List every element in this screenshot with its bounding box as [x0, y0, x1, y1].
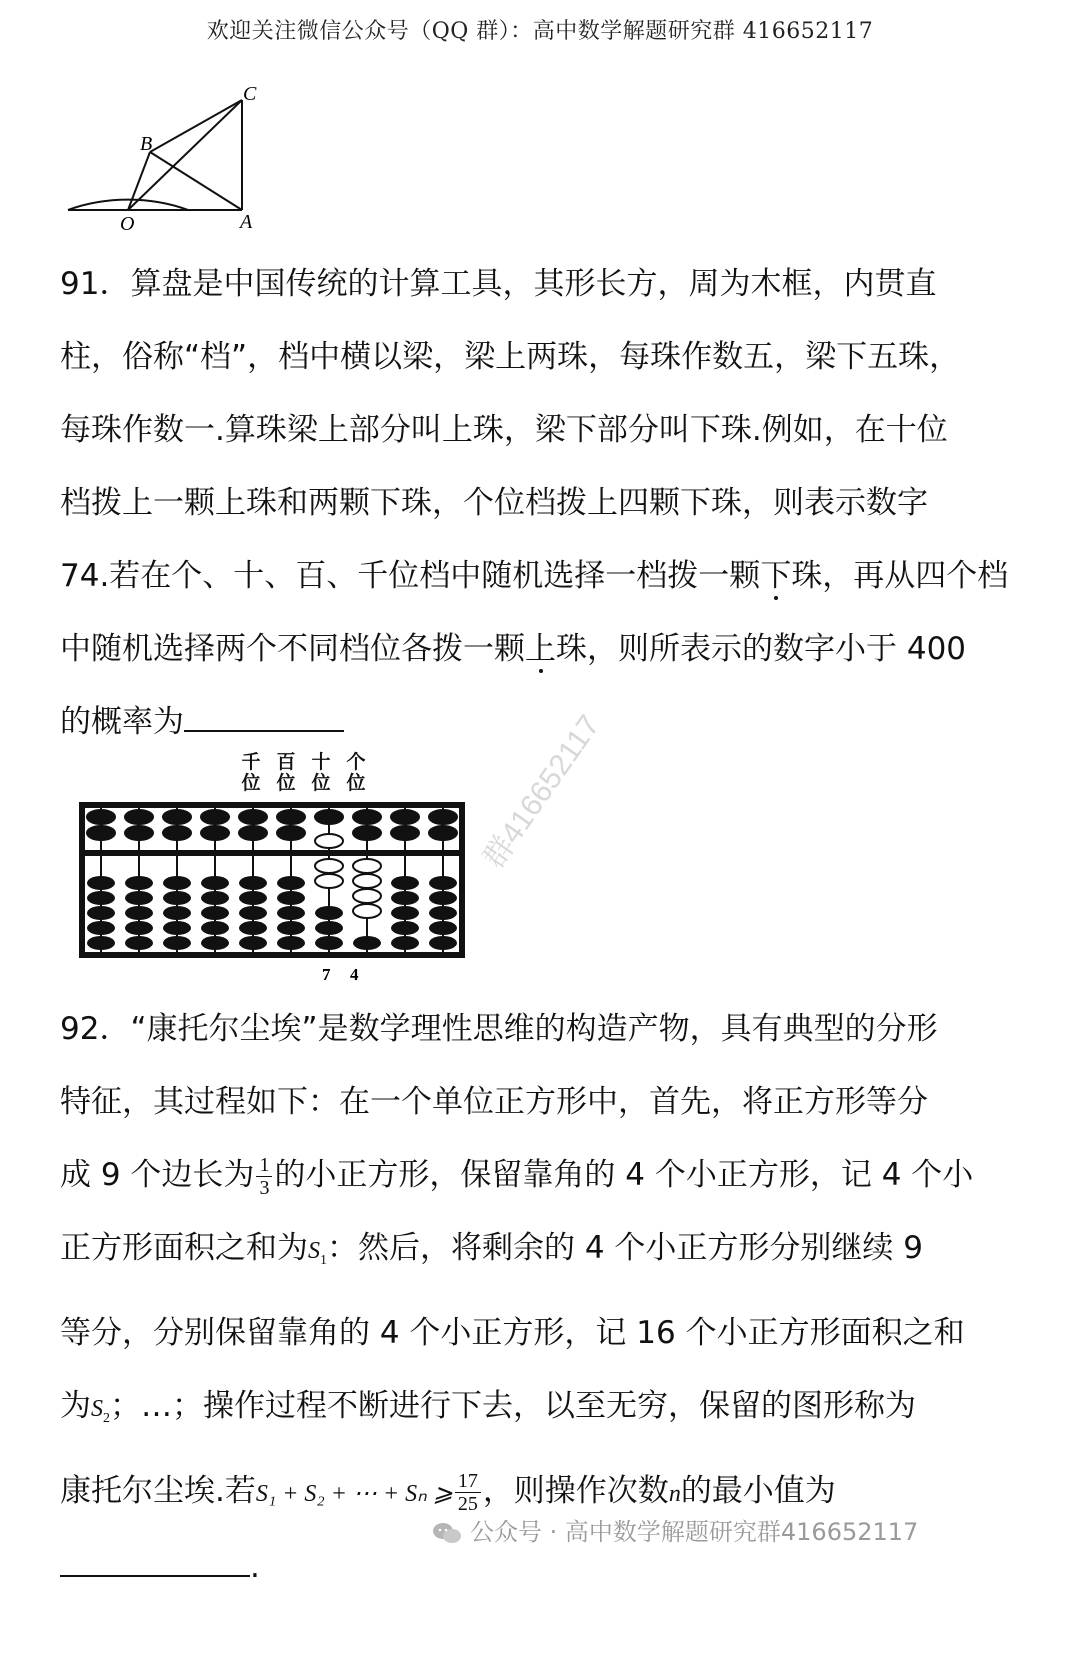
q91-line-6: 中随机选择两个不同档位各拨一颗上珠，则所表示的数字小于 400: [60, 631, 967, 667]
upper-bead: [315, 834, 343, 848]
lower-bead: [277, 891, 305, 905]
lower-bead: [201, 921, 229, 935]
symbol-s1: $S_1$: [308, 1238, 327, 1268]
label-thousands: 千 位: [241, 751, 261, 794]
lower-bead: [163, 876, 191, 890]
lower-bead: [201, 936, 229, 950]
upper-bead: [201, 826, 229, 840]
upper-bead: [391, 810, 419, 824]
q92-line-5: 等分，分别保留靠角的 4 个小正方形，记 16 个小正方形面积之和: [60, 1314, 965, 1351]
lower-bead: [87, 936, 115, 950]
upper-bead: [315, 810, 343, 824]
point-label-o: O: [120, 213, 135, 235]
lower-bead: [391, 936, 419, 950]
upper-bead: [353, 810, 381, 824]
upper-bead: [125, 826, 153, 840]
variable-n: n: [668, 1480, 681, 1507]
lower-bead-raised: [353, 874, 381, 888]
label-tens: 十 位: [311, 751, 331, 794]
lower-bead: [391, 876, 419, 890]
q91-line-5: 74.若在个、十、百、千位档中随机选择一档拨一颗下珠，再从四个档: [60, 558, 1009, 594]
lower-bead-raised: [353, 904, 381, 918]
q92-line-4: 正方形面积之和为$S_1$：然后，将剩余的 4 个小正方形分别继续 9: [60, 1230, 924, 1268]
lower-bead: [163, 891, 191, 905]
lower-bead-raised: [315, 874, 343, 888]
lower-bead: [429, 876, 457, 890]
upper-bead: [87, 810, 115, 824]
q91-line-2: 柱，俗称“档”，档中横以梁，梁上两珠，每珠作数五，梁下五珠，: [60, 339, 961, 375]
lower-bead: [315, 906, 343, 920]
point-label-a: A: [240, 211, 253, 233]
lower-bead: [125, 906, 153, 920]
lower-bead: [391, 891, 419, 905]
upper-bead: [201, 810, 229, 824]
lower-bead: [163, 936, 191, 950]
upper-bead: [429, 826, 457, 840]
lower-bead: [239, 876, 267, 890]
lower-bead: [239, 936, 267, 950]
emphasis-dot-lower: 下: [760, 558, 792, 594]
upper-bead: [125, 810, 153, 824]
lower-bead: [87, 906, 115, 920]
lower-bead: [391, 906, 419, 920]
q91-line-1: 91．算盘是中国传统的计算工具，其形长方，周为木框，内贯直: [60, 266, 937, 302]
lower-bead-raised: [353, 889, 381, 903]
upper-bead: [391, 826, 419, 840]
lower-bead: [429, 906, 457, 920]
q92-line-6: 为$S_2$；…；操作过程不断进行下去，以至无穷，保留的图形称为: [60, 1387, 916, 1426]
lower-bead: [239, 906, 267, 920]
lower-bead: [125, 891, 153, 905]
point-label-b: B: [140, 133, 153, 155]
lower-bead: [87, 921, 115, 935]
q92-line-8: .: [60, 1531, 1020, 1604]
page-header: 欢迎关注微信公众号（QQ 群）：高中数学解题研究群 416652117: [206, 19, 874, 44]
lower-bead: [87, 891, 115, 905]
lower-bead: [201, 876, 229, 890]
q91-line-3: 每珠作数一.算珠梁上部分叫上珠，梁下部分叫下珠.例如，在十位: [60, 412, 948, 448]
upper-bead: [163, 826, 191, 840]
q91-line-4: 档拨上一颗上珠和两颗下珠，个位档拨上四颗下珠，则表示数字: [60, 485, 928, 521]
upper-bead: [163, 810, 191, 824]
fraction-17-25: $\frac{17}{25}$: [455, 1470, 481, 1515]
q91-line-7: 的概率为: [60, 686, 1020, 759]
footer-watermark: 公众号 · 高中数学解题研究群416652117: [432, 1512, 918, 1547]
label-hundreds: 百 位: [276, 751, 296, 794]
lower-bead-raised: [315, 859, 343, 873]
upper-bead: [429, 810, 457, 824]
emphasis-dot-upper: 上: [525, 631, 556, 667]
lower-bead: [201, 891, 229, 905]
upper-bead: [239, 810, 267, 824]
sum-expression: S₁ + S₂ + ⋯ + Sₙ ⩾: [255, 1480, 453, 1507]
fraction-one-third: $\frac{1}{3}$: [256, 1154, 272, 1199]
lower-bead: [239, 891, 267, 905]
digit-7: 7: [322, 965, 331, 984]
lower-bead-raised: [353, 859, 381, 873]
symbol-s2: $S_2$: [91, 1395, 110, 1426]
upper-bead: [353, 826, 381, 840]
lower-bead: [277, 921, 305, 935]
upper-bead: [277, 810, 305, 824]
q92-line-7: 康托尔尘埃.若S₁ + S₂ + ⋯ + Sₙ ⩾ $\frac{17}{25}$ ，则操作次数n的最小值为: [60, 1469, 836, 1515]
lower-bead: [315, 936, 343, 950]
lower-bead: [391, 921, 419, 935]
q92-line-2: 特征，其过程如下：在一个单位正方形中，首先，将正方形等分: [60, 1084, 928, 1120]
geometry-figure: [60, 80, 280, 240]
lower-bead: [277, 876, 305, 890]
lower-bead: [277, 906, 305, 920]
upper-bead: [87, 826, 115, 840]
lower-bead: [163, 906, 191, 920]
lower-bead: [277, 936, 305, 950]
answer-blank-92: [60, 1545, 250, 1577]
lower-bead: [125, 936, 153, 950]
watermark: 群416652117: [477, 709, 607, 875]
lower-bead: [125, 876, 153, 890]
answer-blank-91: [184, 700, 344, 732]
question-91: [60, 248, 1020, 759]
lower-bead: [125, 921, 153, 935]
abacus-drawing: [60, 750, 480, 990]
lower-bead: [163, 921, 191, 935]
lower-bead: [429, 891, 457, 905]
label-ones: 个 位: [346, 751, 366, 794]
lower-bead: [429, 936, 457, 950]
lower-bead: [429, 921, 457, 935]
wechat-icon: [432, 1521, 462, 1545]
q92-line-1: 92．“康托尔尘埃”是数学理性思维的构造产物，具有典型的分形: [60, 1011, 938, 1047]
lower-bead: [87, 876, 115, 890]
lower-bead: [353, 936, 381, 950]
upper-bead: [277, 826, 305, 840]
digit-4: 4: [350, 965, 359, 984]
upper-bead: [239, 826, 267, 840]
lower-bead: [315, 921, 343, 935]
q92-line-3: 成 9 个边长为 $\frac{1}{3}$ 的小正方形，保留靠角的 4 个小正方形，记 4 个小: [60, 1154, 974, 1199]
lower-bead: [239, 921, 267, 935]
point-label-c: C: [243, 83, 257, 105]
lower-bead: [201, 906, 229, 920]
